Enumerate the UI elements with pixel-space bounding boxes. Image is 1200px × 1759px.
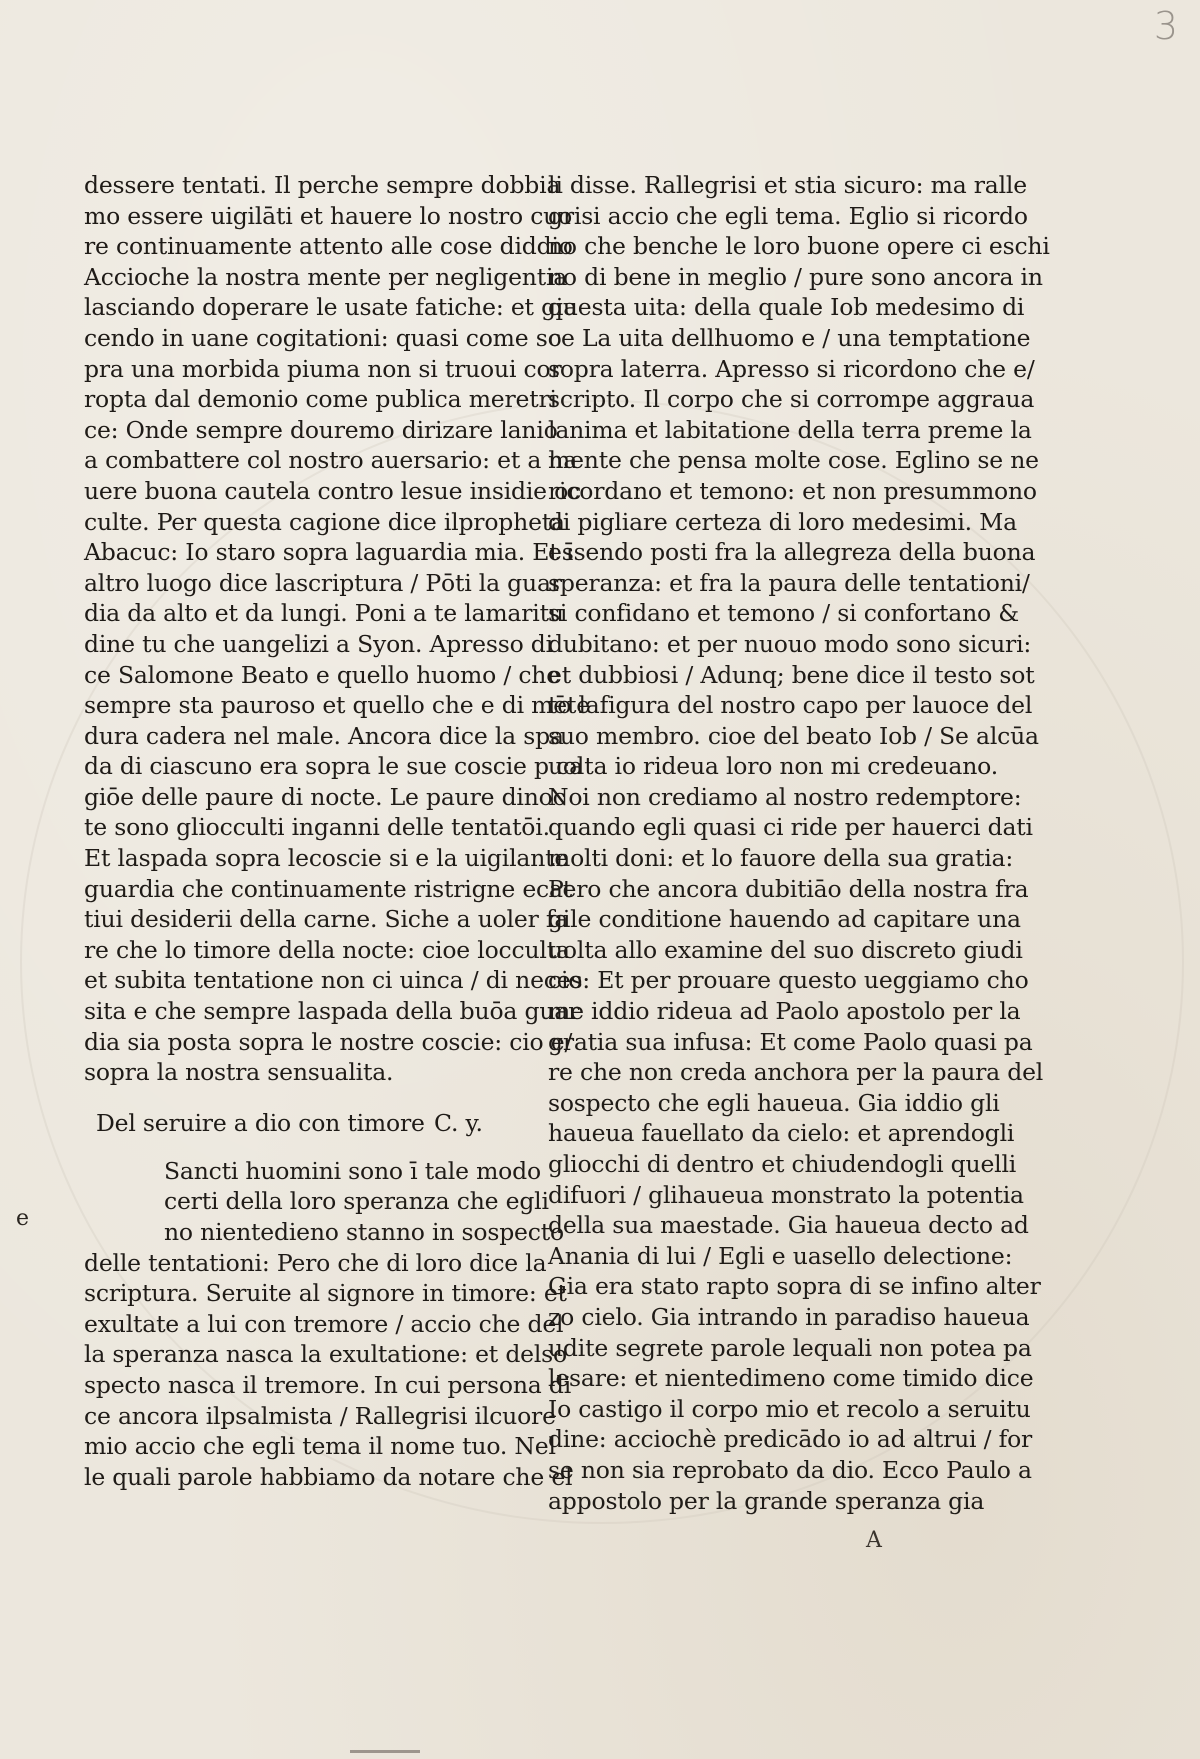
text-line: Accioche la nostra mente per negligentia <box>84 262 568 291</box>
text-line: ropta dal demonio come publica meretri <box>84 385 557 414</box>
text-line: delle tentationi: Pero che di loro dice la <box>84 1248 547 1277</box>
text-line: dura cadera nel male. Ancora dice la spa <box>84 721 564 750</box>
text-line: udite segrete parole lequali non potea pa <box>548 1333 1032 1362</box>
text-line: uere buona cautela contro lesue insidie oc <box>84 476 582 505</box>
bottom-rule <box>350 1750 420 1753</box>
text-line: tiui desiderii della carne. Siche a uoler fa <box>84 905 569 934</box>
text-line: pra una morbida piuma non si truoui cor <box>84 354 562 383</box>
text-line: la speranza nasca la exultatione: et delso <box>84 1340 567 1369</box>
text-line: no che benche le loro buone opere ci eschi <box>548 232 1050 261</box>
text-line: dia sia posta sopra le nostre coscie: cio e/ <box>84 1027 573 1056</box>
text-line: gliocchi di dentro et chiudendogli quelli <box>548 1150 1017 1178</box>
chapter-heading-row <box>84 1108 524 1140</box>
text-line: haueua fauellato da cielo: et aprendogli <box>548 1119 1015 1148</box>
text-line: sita e che sempre laspada della buōa guar <box>84 997 580 1026</box>
text-line: grisi accio che egli tema. Eglio si ricordo <box>548 201 1028 230</box>
text-line: ce: Onde sempre douremo dirizare lanio <box>84 415 558 444</box>
initial-letter: e <box>16 1206 30 1231</box>
text-line: re che lo timore della nocte: cioe locculta <box>84 935 570 964</box>
text-line: dine: acciochè predicādo io ad altrui / for <box>548 1425 1033 1454</box>
text-line: no nientedieno stanno in sospecto <box>164 1218 564 1246</box>
chapter-number: C. y. <box>434 1108 483 1137</box>
text-line: et dubbiosi / Adunq; bene dice il testo sot <box>548 660 1035 689</box>
text-line: lanima et labitatione della terra preme la <box>548 415 1032 444</box>
right-column <box>548 170 1050 1516</box>
text-line: suo membro. cioe del beato Iob / Se alcūa <box>548 721 1039 750</box>
text-line: sempre sta pauroso et quello che e di mēte <box>84 691 590 720</box>
left-text-block <box>84 170 590 1088</box>
text-line: Anania di lui / Egli e uasello delectione: <box>548 1241 1013 1270</box>
text-line: et subita tentatione non ci uinca / di neces <box>84 966 583 995</box>
text-line: cendo in uane cogitationi: quasi come so <box>84 323 562 352</box>
chapter-heading: Del seruire a dio con timore <box>96 1108 425 1137</box>
left-column <box>84 170 590 1492</box>
text-line: appostolo per la grande speranza gia <box>548 1486 985 1515</box>
text-line: lesare: et nientedimeno come timido dice <box>548 1364 1034 1393</box>
text-line: gratia sua infusa: Et come Paolo quasi pa <box>548 1027 1033 1056</box>
text-line: exultate a lui con tremore / accio che del <box>84 1309 564 1338</box>
text-line: dessere tentati. Il perche sempre dobbia <box>84 171 561 199</box>
text-line: Pero che ancora dubitiāo della nostra fra <box>548 874 1029 903</box>
text-line: to lafigura del nostro capo per lauoce del <box>548 691 1033 720</box>
text-line: Abacuc: Io staro sopra laguardia mia. Et ī <box>84 538 574 567</box>
text-line: scriptura. Seruite al signore in timore: et <box>84 1279 567 1308</box>
indented-text-block <box>164 1156 564 1248</box>
text-line: scripto. Il corpo che si corrompe aggraua <box>548 385 1035 414</box>
text-line: ce La uita dellhuomo e / una temptatione <box>548 323 1031 352</box>
text-line: sopra laterra. Apresso si ricordono che e/ <box>548 354 1035 383</box>
text-line: le quali parole habbiamo da notare che el <box>84 1462 573 1491</box>
text-line: essendo posti fra la allegreza della buona <box>548 538 1036 567</box>
text-line: re che non creda anchora per la paura del <box>548 1058 1044 1087</box>
text-line: zo cielo. Gia intrando in paradiso haueua <box>548 1302 1030 1331</box>
text-line: uolta allo examine del suo discreto giudi <box>548 935 1023 964</box>
folio-number: 3 <box>1153 4 1178 48</box>
text-line: culte. Per questa cagione dice ilpropheta <box>84 507 565 536</box>
text-line: sopra la nostra sensualita. <box>84 1058 394 1087</box>
text-line: me iddio rideua ad Paolo apostolo per la <box>548 997 1021 1026</box>
text-line: ricordano et temono: et non presummono <box>548 476 1037 505</box>
text-line: lasciando doperare le usate fatiche: et gia <box>84 293 578 322</box>
text-line: quando egli quasi ci ride per hauerci dati <box>548 813 1033 842</box>
text-line: ce Salomone Beato e quello huomo / che <box>84 660 560 689</box>
text-line: dubitano: et per nuouo modo sono sicuri: <box>548 629 1032 658</box>
text-line: mo essere uigilāti et hauere lo nostro cuo <box>84 201 573 230</box>
text-line: si confidano et temono / si confortano & <box>548 599 1019 628</box>
text-line: uolta io rideua loro non mi credeuano. <box>548 752 998 781</box>
left-bottom-text-block <box>84 1248 573 1493</box>
text-line: Et laspada sopra lecoscie si e la uigilante <box>84 844 569 873</box>
text-line: gile conditione hauendo ad capitare una <box>548 905 1021 934</box>
text-line: Noi non crediamo al nostro redemptore: <box>548 782 1022 811</box>
text-line: re continuamente attento alle cose diddio <box>84 232 573 261</box>
text-line: speranza: et fra la paura delle tentationi/ <box>548 568 1030 597</box>
text-line: se non sia reprobato da dio. Ecco Paulo a <box>548 1455 1032 1484</box>
text-line: ce ancora ilpsalmista / Rallegrisi ilcuore <box>84 1401 556 1430</box>
text-line: te sono gliocculti inganni delle tentatōi. <box>84 813 550 842</box>
text-line: dia da alto et da lungi. Poni a te lamaritu <box>84 599 564 628</box>
signature-mark: A <box>866 1528 882 1553</box>
text-line: cio: Et per prouare questo ueggiamo cho <box>548 966 1029 995</box>
text-line: certi della loro speranza che egli <box>164 1187 549 1216</box>
text-line: specto nasca il tremore. In cui persona di <box>84 1370 572 1399</box>
right-text-block <box>548 170 1050 1516</box>
text-line: li disse. Rallegrisi et stia sicuro: ma ralle <box>548 171 1027 199</box>
text-line: mente che pensa molte cose. Eglino se ne <box>548 446 1039 475</box>
text-line: da di ciascuno era sopra le sue coscie p ca <box>84 752 583 781</box>
text-line: della sua maestade. Gia haueua decto ad <box>548 1211 1029 1240</box>
text-line: giōe delle paure di nocte. Le paure dinoc <box>84 782 566 811</box>
text-line: no di bene in meglio / pure sono ancora in <box>548 262 1043 291</box>
text-line: di pigliare certeza di loro medesimi. Ma <box>548 507 1017 536</box>
text-line: altro luogo dice lascriptura / Pōti la guar <box>84 568 562 597</box>
text-line: guardia che continuamente ristrigne ecat <box>84 874 573 903</box>
text-line: dine tu che uangelizi a Syon. Apresso di <box>84 629 553 658</box>
text-line: questa uita: della quale Iob medesimo di <box>548 293 1025 322</box>
text-line: sospecto che egli haueua. Gia iddio gli <box>548 1088 1000 1117</box>
text-line: difuori / glihaueua monstrato la potentia <box>548 1180 1024 1209</box>
text-line: molti doni: et lo fauore della sua gratia: <box>548 844 1014 873</box>
text-line: Io castigo il corpo mio et recolo a seruitu <box>548 1394 1031 1423</box>
text-line: a combattere col nostro auersario: et a ha <box>84 446 578 475</box>
text-line: Sancti huomini sono ī tale modo <box>164 1156 541 1185</box>
text-line: Gia era stato rapto sopra di se infino alter <box>548 1272 1041 1301</box>
text-line: mio accio che egli tema il nome tuo. Nel <box>84 1432 556 1461</box>
